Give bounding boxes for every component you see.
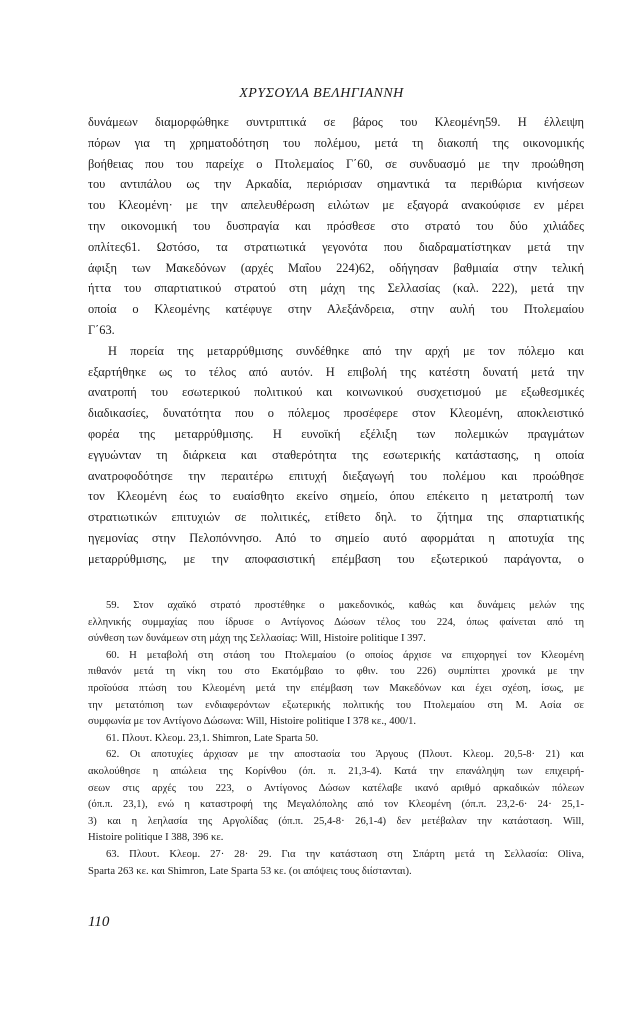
footnote-line: σεων στις αρχές του 223, ο Αντίγονος Δώσων κατέλαβε ικανό αριθμό αρκαδικών πόλεων (88, 782, 584, 794)
footnote-line: 63. Πλουτ. Κλεομ. 27· 28· 29. Για την κατάσταση στη Σπάρτη μετά τη Σελλασία: Oliva, (106, 848, 584, 860)
body-line: ήττα του σπαρτιατικού στρατού στη μάχη της Σελλασίας (καλ. 222), μετά την (88, 281, 584, 296)
body-line: ηγεμονίας στην Πελοπόννησο. Από το σημείο αυτό αφορμάται η αποτυχία της (88, 530, 584, 545)
footnote-line: συμφωνία με τον Αντίγονο Δώσωνα: Will, Histoire politique I 378 κε., 400/1. (88, 716, 417, 728)
body-line: οπλίτες61. Ωστόσο, τα στρατιωτικά γεγονότα που διαδραματίστηκαν μετά την (88, 239, 584, 254)
body-line: εγγυώνταν τη διάρκεια και σταθερότητα της εσωτερικής κατάστασης, η οποία (88, 447, 584, 462)
body-line: Η πορεία της μεταρρύθμισης συνδέθηκε από την αρχή με τον πόλεμο και (108, 343, 584, 358)
footnote-line: σύνθεση των δυνάμεων στη μάχη της Σελλασίας: Will, Histoire politique I 397. (88, 633, 426, 645)
footnote-line: 60. Η μεταβολή στη στάση του Πτολεμαίου (ο οποίος άρχισε να επιχορηγεί τον Κλεομένη (106, 649, 584, 661)
body-line: στρατιωτικών επιτυχιών σε πολιτικές, ετίθετο δηλ. το ζήτημα της σπαρτιατικής (88, 510, 584, 525)
body-line: μεταρρύθμισης, με την αποφασιστική επέμβαση του εξωτερικού παράγοντα, ο (88, 551, 584, 566)
body-line: ανατροφοδότησε την περαιτέρω επιτυχή διεξαγωγή του πολέμου και προώθησε (88, 468, 584, 483)
body-line: άφιξη των Μακεδόνων (αρχές Μαΐου 224)62, οδήγησαν βαθμιαία στην τελική (88, 260, 584, 275)
body-text (88, 112, 584, 570)
footnote-line: (όπ.π. 23,1), ενώ η καταστροφή της Μεγαλόπολης από τον Κλεομένη (όπ.π. 23,2-6· 24· 25,1- (88, 799, 584, 811)
footnote-line: 3) και η λεηλασία της Αργολίδας (όπ.π. 25,4-8· 26,1-4) δεν μετέβαλαν την κατάσταση. Will, (88, 815, 584, 827)
footnote-line: 62. Οι αποτυχίες άρχισαν με την αποστασία του Άργους (Πλουτ. Κλεομ. 20,5-8· 21) και (106, 749, 584, 761)
body-line: του αντιπάλου ως την Αρκαδία, περιόρισαν σημαντικά τα περιθώρια κινήσεων (88, 177, 584, 192)
footnote-line: Histoire politique I 388, 396 κε. (88, 832, 224, 844)
body-line: Γ΄63. (88, 322, 115, 337)
body-line: οποία ο Κλεομένης κατέφυγε στην Αλεξάνδρεια, στην αυλή του Πτολεμαίου (88, 302, 584, 317)
running-head: ΧΡΥΣΟΥΛΑ ΒΕΛΗΓΙΑΝΝΗ (239, 86, 404, 101)
body-line: διαδικασίες, δυνατότητα που ο πόλεμος προσέφερε στον Κλεομένη, αποκλειστικό (88, 406, 584, 421)
footnote-line: Sparta 263 κε. και Shimron, Late Sparta 53 κε. (οι απόψεις τους διίστανται). (88, 865, 412, 877)
body-line: τον Κλεομένη έως το ευαίσθητο εκείνο σημείο, όπου επέκειτο η μετατροπή των (88, 489, 584, 504)
body-line: την οικονομική του δυσπραγία και πρόσθεσε στο στρατό του δύο χιλιάδες (88, 218, 584, 233)
footnote-line: προϊούσα πτώση του Κλεομένη μετά την επέμβαση των Μακεδόνων και έχει σχέση, ίσως, με (88, 682, 584, 694)
footnotes (88, 598, 584, 880)
page-number: 110 (88, 914, 110, 930)
footnote-line: 59. Στον αχαϊκό στρατό προστέθηκε ο μακεδονικός, καθώς και δυνάμεις μελών της (106, 600, 584, 611)
footnote-line: ελληνικής συμμαχίας που ίδρυσε ο Αντίγονος Δώσων τέλος του 224, όπως φαίνεται από τη (88, 616, 584, 628)
body-line: εξαρτήθηκε ως το τέλος από αυτόν. Η επιβολή της κατέστη δυνατή μετά την (88, 364, 584, 379)
body-line: πόρων για τη χρηματοδότηση του πολέμου, μετά τη διακοπή της οικονομικής (88, 135, 584, 150)
footnote-line: ακολούθησε η απώλεια της Κορίνθου (όπ. π. 21,3-4). Κατά την επανάληψη των επιχειρή- (88, 765, 584, 777)
body-line: του Κλεομένη· με την απελευθέρωση ειλώτων με εξαγορά ανακούφισε εν μέρει (88, 198, 584, 213)
footnote-line: 61. Πλουτ. Κλεομ. 23,1. Shimron, Late Sparta 50. (106, 732, 319, 744)
body-line: βοήθειας που του παρείχε ο Πτολεμαίος Γ΄60, σε συνδυασμό με την προώθηση (88, 156, 584, 171)
body-line: δυνάμεων διαμορφώθηκε συντριπτικά σε βάρος του Κλεομένη59. Η έλλειψη (88, 115, 584, 129)
body-line: ανατροπή του εσωτερικού πολιτικού και κοινωνικού συσχετισμού με εξωθεσμικές (88, 385, 584, 400)
body-line: φορέα της μεταρρύθμισης. Η ευνοϊκή εξέλιξη των πολεμικών πραγμάτων (88, 426, 584, 441)
footnote-line: την μετατόπιση των ενδιαφερόντων εξωτερικής πολιτικής του Πτολεμαίου στη Μ. Ασία σε (88, 699, 584, 711)
footnote-line: πιθανόν μετά τη νίκη του στο Εκατόμβαιο το φθιν. του 226) συμπίπτει χρονικά με την (88, 666, 584, 678)
